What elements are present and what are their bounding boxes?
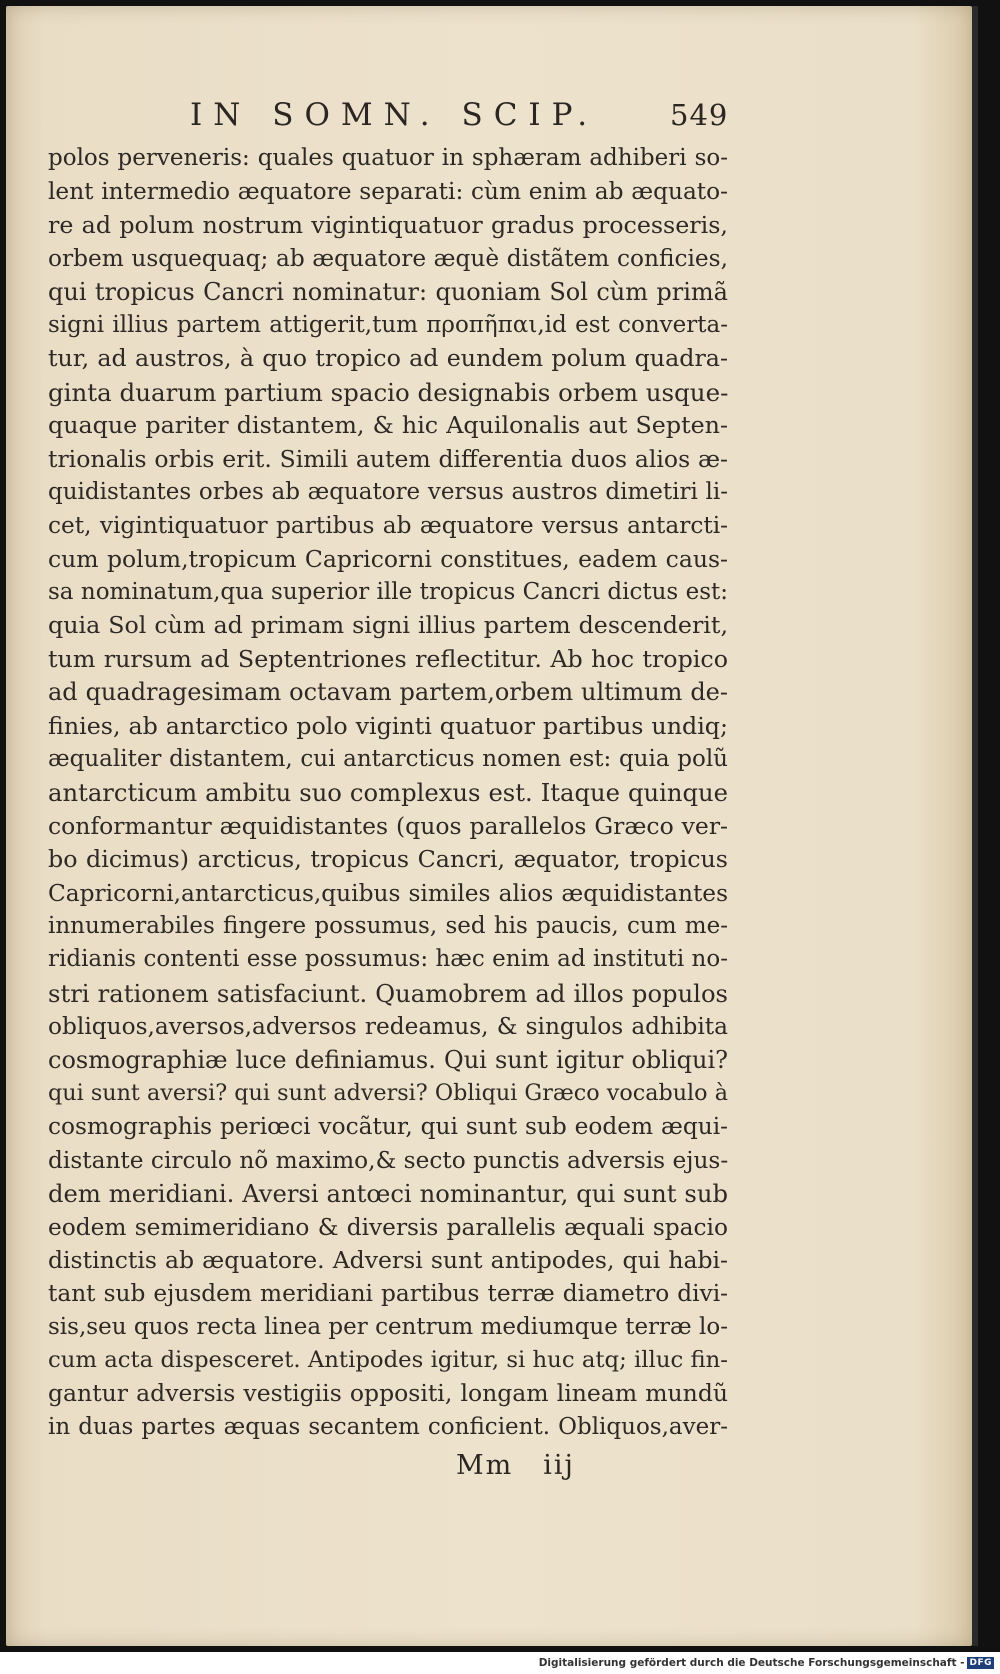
text-line: gantur adversis vestigiis oppositi, longam lineam mundũ (48, 1379, 728, 1408)
text-line: qui tropicus Cancri nominatur: quoniam Sol cùm primã (48, 277, 728, 306)
text-line: distante circulo nõ maximo,& secto punctis adversis ejus- (48, 1146, 728, 1174)
text-line: finies, ab antarctico polo viginti quatuor partibus undiq; (48, 711, 728, 740)
text-line: re ad polum nostrum vigintiquatuor gradus processeris, (48, 210, 728, 239)
text-line: signi illius partem attigerit,tum προπῆπαι,id est converta- (48, 311, 728, 338)
body-text (48, 142, 728, 1444)
page-edge (972, 6, 978, 1646)
text-line: in duas partes æquas secantem conficient. Obliquos,aver- (48, 1413, 728, 1440)
text-line: orbem usquequaq; ab æquatore æquè distãtem conficies, (48, 245, 728, 273)
text-line: sis,seu quos recta linea per centrum mediumque terræ lo- (48, 1313, 728, 1340)
text-line: polos perveneris: quales quatuor in sphæram adhiberi so- (48, 145, 728, 171)
dfg-logo: DFG (969, 1658, 992, 1668)
text-line: distinctis ab æquatore. Adversi sunt antipodes, qui habi- (48, 1245, 728, 1274)
text-line: innumerabiles fingere possumus, sed his paucis, cum me- (48, 912, 728, 939)
digitization-credit (539, 1654, 994, 1672)
text-line: ridianis contenti esse possumus: hæc enim ad instituti no- (48, 946, 728, 973)
text-line: eodem semimeridiano & diversis parallelis æquali spacio (48, 1213, 728, 1241)
signature-letters: Mm (456, 1450, 514, 1481)
text-line: lent intermedio æquatore separati: cùm enim ab æquato- (48, 178, 728, 206)
credit-text: Digitalisierung gefördert durch die Deutsche Forschungsgemeinschaft - (538, 1657, 965, 1669)
text-line: tur, ad austros, à quo tropico ad eundem polum quadra- (48, 344, 728, 373)
text-line: ad quadragesimam octavam partem,orbem ultimum de- (48, 678, 728, 707)
text-line: stri rationem satisfaciunt. Quamobrem ad illos populos (48, 978, 728, 1008)
signature-number: iij (543, 1450, 575, 1481)
running-head (50, 92, 730, 138)
text-line: qui sunt aversi? qui sunt adversi? Obliqui Græco vocabulo à (48, 1079, 728, 1106)
text-line: quia Sol cùm ad primam signi illius partem descenderit, (48, 611, 728, 640)
signature-mark (456, 1450, 575, 1481)
text-line: æqualiter distantem, cui antarcticus nomen est: quia polũ (48, 746, 728, 773)
text-line: sa nominatum,qua superior ille tropicus Cancri dictus est: (48, 579, 728, 606)
text-line: antarcticum ambitu suo complexus est. Itaque quinque (48, 778, 728, 808)
text-line: ginta duarum partium spacio designabis orbem usque- (48, 377, 728, 407)
text-line: cosmographiæ luce definiamus. Qui sunt igitur obliqui? (48, 1045, 728, 1074)
text-line: bo dicimus) arcticus, tropicus Cancri, æquator, tropicus (48, 845, 728, 874)
text-line: tum rursum ad Septentriones reflectitur. Ab hoc tropico (48, 644, 728, 673)
text-line: cum polum,tropicum Capricorni constitues, eadem caus- (48, 544, 728, 573)
text-line: quaque pariter distantem, & hic Aquilonalis aut Septen- (48, 411, 728, 440)
text-line: cum acta dispesceret. Antipodes igitur, si huc atq; illuc fin- (48, 1347, 728, 1374)
text-line: Capricorni,antarcticus,quibus similes alios æquidistantes (48, 879, 728, 907)
text-line: dem meridiani. Aversi antœci nominantur, qui sunt sub (48, 1179, 728, 1209)
text-line: obliquos,aversos,adversos redeamus, & singulos adhibita (48, 1013, 728, 1041)
text-line: conformantur æquidistantes (quos parallelos Græco ver- (48, 811, 728, 840)
page-number: 549 (670, 98, 729, 132)
text-line: quidistantes orbes ab æquatore versus austros dimetiri li- (48, 478, 728, 505)
text-line: tant sub ejusdem meridiani partibus terræ diametro divi- (48, 1280, 728, 1308)
text-line: cet, vigintiquatuor partibus ab æquatore versus antarcti- (48, 512, 728, 540)
text-line: trionalis orbis erit. Simili autem differentia duos alios æ- (48, 444, 728, 473)
text-line: cosmographis periœci vocãtur, qui sunt sub eodem æqui- (48, 1113, 728, 1141)
running-title: IN SOMN. SCIP. (190, 97, 599, 133)
